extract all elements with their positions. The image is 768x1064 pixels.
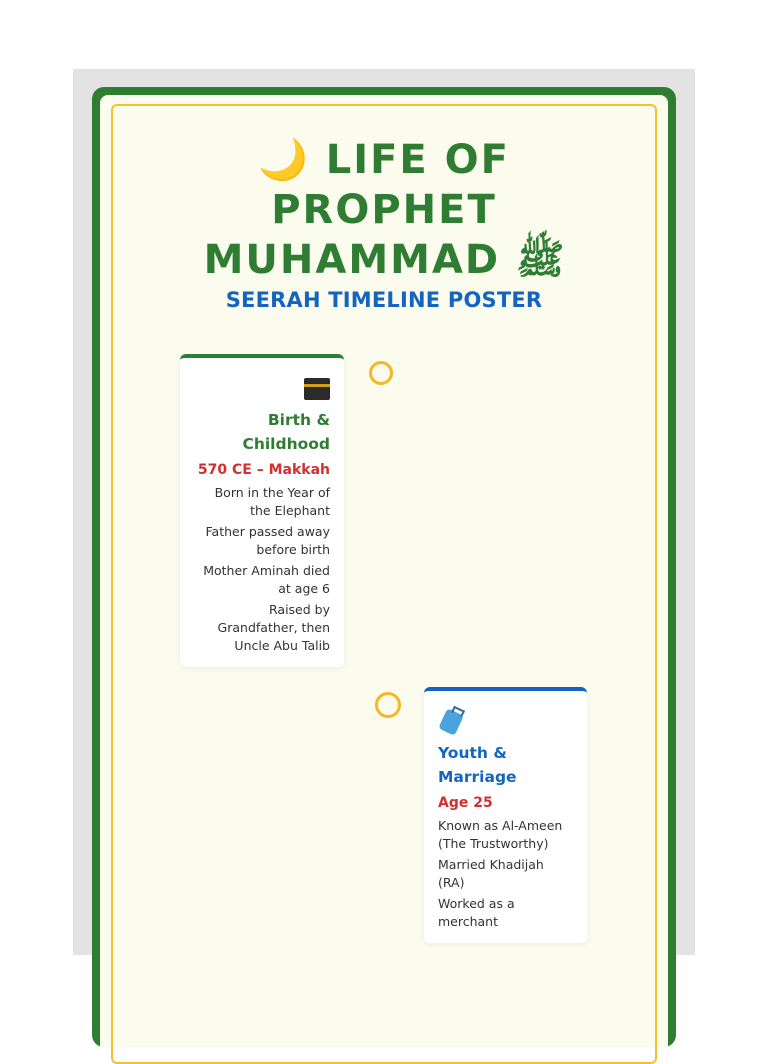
list-item: Father passed away before birth [205, 524, 330, 557]
title-line-1: 🌙 LIFE OF [257, 137, 510, 183]
title-line-2: PROPHET [271, 187, 497, 233]
poster-subtitle: SEERAH TIMELINE POSTER [225, 288, 543, 312]
timeline-node-birth [369, 361, 393, 385]
card-title: Youth & Marriage [438, 744, 517, 786]
list-item: Married Khadijah (RA) [438, 857, 544, 890]
list-item: Mother Aminah died at age 6 [203, 563, 330, 596]
card-date: Age 25 [438, 795, 493, 811]
timeline-card-birth [180, 354, 344, 667]
card-points [438, 817, 573, 931]
card-points [194, 484, 330, 655]
list-item: Known as Al-Ameen (The Trustworthy) [438, 818, 563, 851]
timeline-card-youth [424, 687, 587, 943]
card-date: 570 CE – Makkah [197, 462, 330, 478]
poster-title [0, 135, 768, 285]
title-line-3: MUHAMMAD ﷺ [203, 237, 565, 283]
luggage-icon [438, 711, 573, 739]
list-item: Worked as a merchant [438, 896, 515, 929]
kaaba-icon [194, 378, 330, 406]
card-title: Birth & Childhood [242, 411, 330, 453]
list-item: Born in the Year of the Elephant [214, 485, 330, 518]
timeline-node-youth [375, 692, 401, 718]
list-item: Raised by Grandfather, then Uncle Abu Talib [217, 602, 330, 653]
